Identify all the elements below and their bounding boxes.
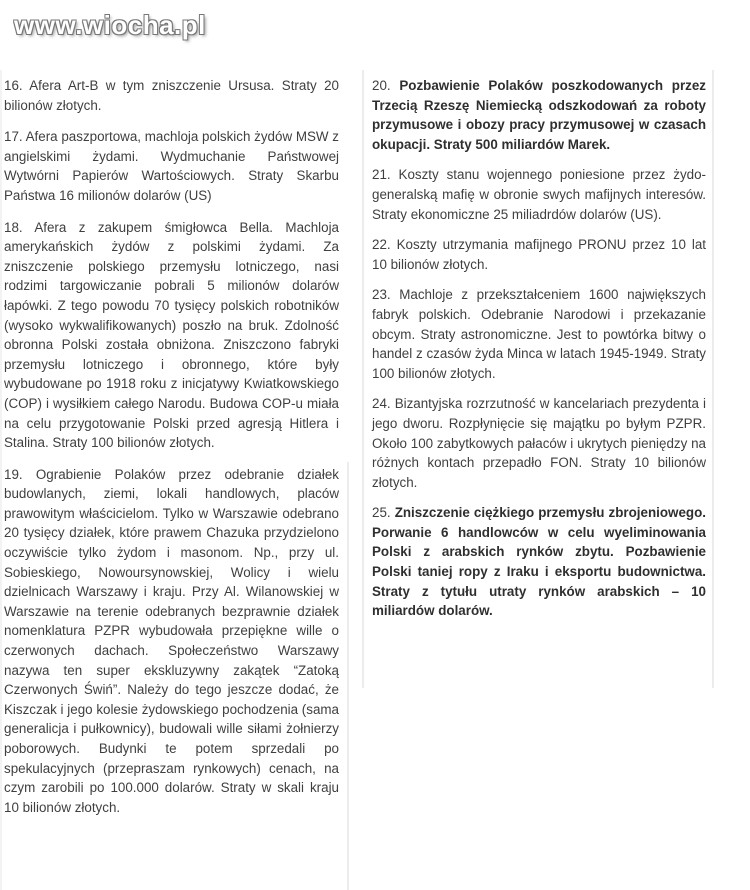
item-number: 16.: [4, 78, 23, 93]
item-text: Machloje z przekształceniem 1600 największych fabryk polskich. Odebranie Narodowi i przekazanie obcym. Straty astronomiczne. Jest to powtórka bitwy o handel z czasów żyda Minca w latach 1945-1949. Straty 100 bilionów złotych.: [372, 287, 706, 381]
item-number: 17.: [4, 129, 23, 145]
item-text: Ograbienie Polaków przez odebranie działek budowlanych, ziemi, lokali handlowych, placów prawowitym właścicielom. Tylko w Warszawie odebrano 20 tysięcy działek, które prawem Chazuka przydzielono oczywiście tylko żydom i masonom. Np., przy ul. Sobieskiego, Nowoursynowskiej, Wolicy i wielu dzielnicach Warszawy i kraju. Przy Al. Wilanowskiej w Warszawie na terenie odebranych bezprawnie działek nomenklatura PZPR wybudowała przepiękne wille o czerwonych dachach. Społeczeństwo Warszawy nazywa ten super ekskluzywny zakątek “Zatoką Czerwonych Świń”. Należy do tego jeszcze dodać, że Kiszczak i jego kolesie żydowskiego pochodzenia (sama generalicja i pułkownicy), budowali wille siłami żołnierzy poborowych. Budynki te potem sprzedali po spekulacyjnych (przepraszam rynkowych) cenach, na czym zarobili po 100.000 dolarów. Straty w skali kraju 10 bilionów złotych.: [4, 466, 339, 815]
item-text: Afera paszportowa, machloja polskich żydów MSW z angielskimi żydami. Wydmuchanie Państwowej Wytwórni Papierów Wartościowych. Straty Skarbu Państwa 16 milionów dolarów (US): [4, 129, 339, 203]
list-item-20: [372, 76, 706, 154]
list-item-23: [372, 285, 706, 383]
item-number: 24.: [372, 396, 391, 412]
item-number: 20.: [372, 78, 391, 93]
item-number: 25.: [372, 505, 391, 521]
list-item-25: [372, 503, 706, 621]
item-text: Zniszczenie ciężkiego przemysłu zbrojeniowego. Porwanie 6 handlowców w celu wyeliminowania Polski z arabskich rynków zbytu. Pozbawienie Polski taniej ropy z Iraku i eksportu budownictwa. Straty z tytułu utraty rynków arabskich – 10 miliardów dolarów.: [372, 505, 706, 619]
list-item-22: [372, 235, 706, 274]
item-number: 18.: [4, 219, 23, 235]
item-number: 22.: [372, 237, 391, 253]
item-text: Afera z zakupem śmigłowca Bella. Machloja amerykańskich żydów z polskimi żydami. Za zniszczenie polskiego przemysłu lotniczego, nasi rodzimi targowiczanie pobrali 5 milionów dolarów łapówki. Z tego powodu 70 tysięcy polskich robotników (wysoko wykwalifikowanych) poszło na bruk. Zdolność obronna Polski została obniżona. Zniszczono fabryki przemysłu lotniczego i obronnego, które były wybudowane po 1918 roku z inicjatywy Kwiatkowskiego (COP) i wysiłkiem całego Narodu. Budowa COP-u miała na celu przygotowanie Polski przed agresją Hitlera i Stalina. Straty 100 bilionów złotych.: [4, 219, 340, 451]
list-item-19: [4, 465, 339, 818]
item-text: Afera Art-B w tym zniszczenie Ursusa. Straty 20 bilionów złotych.: [4, 78, 339, 113]
item-text: Koszty stanu wojennego poniesione przez żydo-generalską mafię w obronie swych mafijnych interesów. Straty ekonomiczne 25 miliadrdów dolarów (US).: [372, 167, 706, 222]
item-number: 21.: [372, 167, 391, 183]
item-number: 19.: [4, 466, 23, 482]
item-text: Bizantyjska rozrzutność w kancelariach prezydenta i jego dworu. Rozpłynięcie się majątku po byłym PZPR. Około 100 zabytkowych pałaców i ukrytych pieniędzy na różnych kontach przepadło FON. Straty 10 bilionów złotych.: [372, 396, 706, 490]
column-divider: [347, 462, 349, 890]
site-watermark: www.wiocha.pl: [14, 10, 206, 40]
list-item-24: [372, 394, 706, 492]
list-item-17: [4, 127, 339, 205]
item-number: 23.: [372, 287, 391, 303]
item-text: Koszty utrzymania mafijnego PRONU przez 10 lat 10 bilionów złotych.: [372, 237, 706, 272]
list-item-16: [4, 76, 339, 115]
right-column: [362, 70, 714, 688]
list-item-21: [372, 165, 706, 224]
left-column: [0, 70, 345, 829]
item-text: Pozbawienie Polaków poszkodowanych przez Trzecią Rzeszę Niemiecką odszkodowań za roboty przymusowe i obozy pracy przymusowej w czasach okupacji. Straty 500 miliardów Marek.: [372, 78, 706, 152]
list-item-18: [4, 218, 339, 453]
